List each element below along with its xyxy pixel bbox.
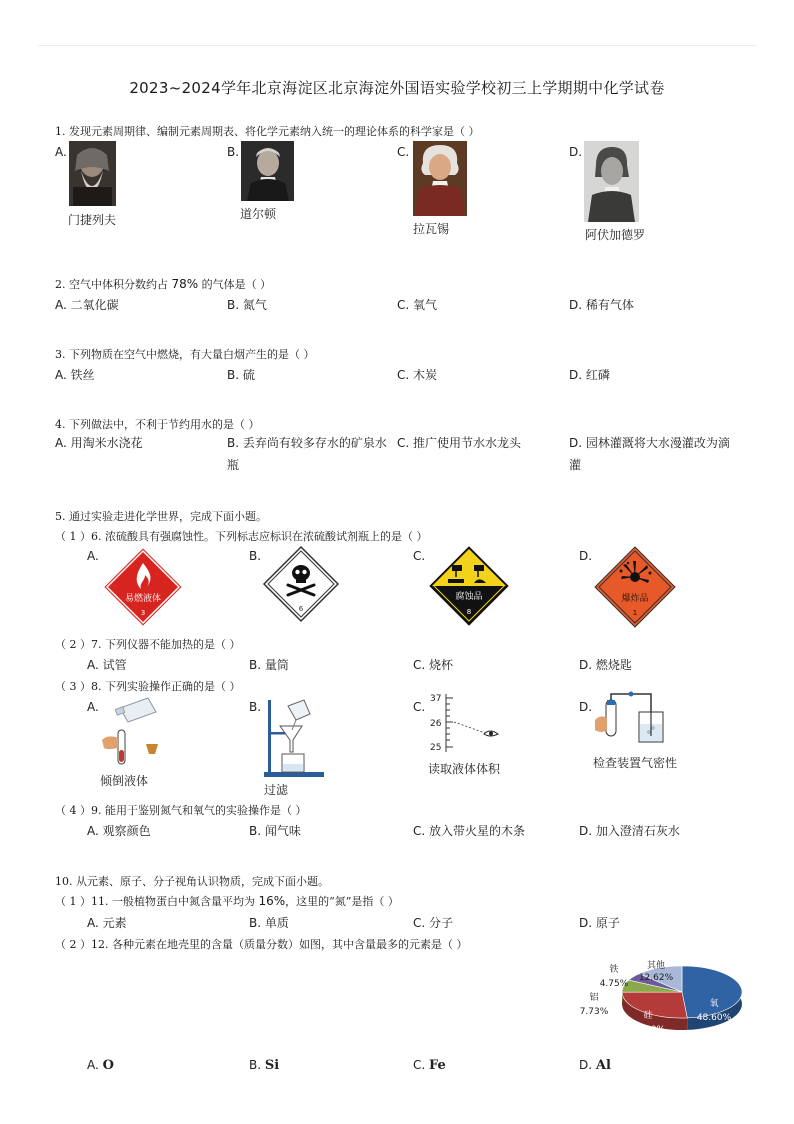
- q6-sign-c-label: 腐蚀品: [455, 592, 483, 602]
- pie-slice-label: 铁: [609, 965, 619, 975]
- q8-option-d-airtightness-illustration: [591, 690, 667, 752]
- test-tube-icon: [118, 730, 125, 764]
- q11-stem-percent: 16%: [258, 894, 286, 908]
- q1-option-a-portrait: [69, 141, 116, 206]
- q11-option-c[interactable]: C. 分子: [413, 916, 454, 930]
- question-3-stem: 3. 下列物质在空气中燃烧，有大量白烟产生的是（ ）: [55, 348, 315, 361]
- q12-option-c[interactable]: [413, 1058, 446, 1073]
- q6-sign-a-label: 易燃液体: [124, 594, 162, 604]
- q8-option-a-letter[interactable]: A.: [87, 700, 99, 714]
- q7-option-d[interactable]: D. 燃烧匙: [579, 658, 632, 672]
- q12-option-b-symbol: Si: [264, 1058, 280, 1073]
- pie-slice-value: 12.62%: [638, 973, 674, 983]
- pie-slice-label: 氧: [709, 999, 719, 1009]
- q8-option-d-letter[interactable]: D.: [579, 700, 593, 714]
- page-title: 2023~2024学年北京海淀区北京海淀外国语实验学校初三上学期期中化学试卷: [129, 79, 665, 97]
- q8-option-a-pouring-illustration: [98, 694, 168, 770]
- q1-option-b-letter[interactable]: B.: [227, 145, 240, 159]
- q8-option-a-caption: 倾倒液体: [100, 774, 149, 788]
- q3-option-d[interactable]: D. 红磷: [569, 368, 610, 382]
- q11-option-a[interactable]: A. 元素: [87, 916, 127, 930]
- q2-option-d[interactable]: D. 稀有气体: [569, 298, 634, 312]
- q9-option-c[interactable]: C. 放入带火星的木条: [413, 824, 526, 838]
- q12-option-d-symbol: Al: [595, 1058, 611, 1073]
- pie-slice-value: 26.30%: [630, 1025, 666, 1035]
- q6-option-c-corrosive-sign: [428, 545, 510, 627]
- q8-option-b-letter[interactable]: B.: [249, 700, 262, 714]
- q1-option-c-portrait: [413, 141, 467, 216]
- question-11-stem: [55, 893, 399, 909]
- question-6-stem: （ 1 ）6. 浓硫酸具有强腐蚀性。下列标志应标识在浓硫酸试剂瓶上的是（ ）: [55, 530, 428, 543]
- q12-option-b[interactable]: [249, 1058, 279, 1073]
- q7-option-a[interactable]: A. 试管: [87, 658, 127, 672]
- q1-option-c-caption: 拉瓦锡: [413, 222, 450, 236]
- q1-option-d-portrait: [584, 141, 639, 222]
- q6-option-d-explosive-sign: [593, 545, 677, 629]
- q12-option-c-symbol: Fe: [429, 1058, 446, 1073]
- q12-option-a-letter: A.: [87, 1058, 99, 1072]
- q2-stem-percent: 78%: [171, 277, 199, 291]
- q6-option-b-letter[interactable]: B.: [249, 549, 262, 563]
- q8-option-b-filtration-illustration: [262, 694, 328, 780]
- question-12-stem: （ 2 ）12. 各种元素在地壳里的含量（质量分数）如图，其中含量最多的元素是（ ）: [55, 938, 468, 951]
- beaker-pouring-icon: [288, 700, 310, 720]
- q4-option-c[interactable]: C. 推广使用节水水龙头: [397, 436, 522, 450]
- pie-slice-label: 硅: [643, 1011, 653, 1021]
- pie-slice-label: 其他: [646, 961, 666, 971]
- question-1-stem: 1. 发现元素周期律、编制元素周期表、将化学元素纳入统一的理论体系的科学家是（ ）: [55, 125, 480, 138]
- q8-option-c-caption: 读取液体体积: [428, 762, 501, 776]
- q12-option-a-symbol: O: [102, 1058, 114, 1073]
- q8-option-b-caption: 过滤: [264, 783, 289, 797]
- q1-option-d-caption: 阿伏加德罗: [585, 228, 646, 242]
- q8-scale-mid: 26: [430, 719, 442, 729]
- funnel-icon: [280, 726, 302, 752]
- q6-sign-d-label: 爆炸品: [621, 594, 649, 604]
- q6-sign-c-number: 8: [466, 608, 472, 616]
- q6-option-a-letter[interactable]: A.: [87, 549, 99, 563]
- q1-option-b-caption: 道尔顿: [240, 207, 277, 221]
- crust-element-pie-chart: [574, 948, 750, 1056]
- q8-scale-bottom: 25: [430, 743, 442, 753]
- q6-option-b-toxic-sign: [262, 545, 340, 623]
- q8-option-d-caption: 检查装置气密性: [593, 756, 678, 770]
- q6-option-c-letter[interactable]: C.: [413, 549, 426, 563]
- beaker-icon: [282, 754, 304, 772]
- q1-option-a-letter[interactable]: A.: [55, 145, 67, 159]
- reagent-bottle-icon: [115, 698, 156, 722]
- q1-option-a-caption: 门捷列夫: [68, 213, 117, 227]
- q6-sign-b-number: 6: [298, 605, 304, 613]
- q6-sign-a-number: 3: [140, 609, 146, 617]
- q9-option-b[interactable]: B. 闻气味: [249, 824, 301, 838]
- q11-stem-post: ，这里的“氮”是指（ ）: [285, 895, 399, 908]
- q12-option-d-letter: D.: [579, 1058, 593, 1072]
- q4-option-b[interactable]: B. 丢弃尚有较多存水的矿泉水瓶: [227, 436, 387, 472]
- q2-option-b[interactable]: B. 氮气: [227, 298, 267, 312]
- header-divider: [38, 45, 756, 46]
- pie-slice-value: 7.73%: [579, 1007, 609, 1017]
- q1-option-d-letter[interactable]: D.: [569, 145, 583, 159]
- stopper-icon: [146, 744, 158, 754]
- pie-slice-value: 4.75%: [599, 979, 629, 989]
- q4-option-d[interactable]: D. 园林灌溉将大水漫灌改为滴灌: [569, 436, 730, 472]
- q3-option-b[interactable]: B. 硫: [227, 368, 255, 382]
- q9-option-d[interactable]: D. 加入澄清石灰水: [579, 824, 680, 838]
- q6-option-d-letter[interactable]: D.: [579, 549, 593, 563]
- q11-stem-pre: （ 1 ）11. 一般植物蛋白中氮含量平均为: [55, 895, 259, 908]
- pie-slice-label: 铝: [589, 993, 599, 1003]
- q12-option-a[interactable]: [87, 1058, 114, 1073]
- q7-option-b[interactable]: B. 量筒: [249, 658, 289, 672]
- eye-icon: [484, 731, 498, 736]
- question-7-stem: （ 2 ）7. 下列仪器不能加热的是（ ）: [55, 638, 241, 651]
- q12-option-c-letter: C.: [413, 1058, 426, 1072]
- beaker-icon: [639, 712, 663, 742]
- q6-sign-d-number: 1: [632, 609, 638, 617]
- question-2-stem: [55, 276, 271, 292]
- q8-option-c-letter[interactable]: C.: [413, 700, 426, 714]
- measuring-cylinder-icon: [446, 694, 453, 752]
- q7-option-c[interactable]: C. 烧杯: [413, 658, 454, 672]
- q2-option-c[interactable]: C. 氧气: [397, 298, 438, 312]
- question-8-stem: （ 3 ）8. 下列实验操作正确的是（ ）: [55, 680, 241, 693]
- q8-option-c-cylinder-reading-illustration: [426, 692, 502, 754]
- q8-scale-top: 37: [430, 694, 442, 704]
- q11-option-b[interactable]: B. 单质: [249, 916, 289, 930]
- q11-option-d[interactable]: D. 原子: [579, 916, 620, 930]
- q4-option-a[interactable]: A. 用淘米水浇花: [55, 436, 143, 450]
- q1-option-b-portrait: [241, 141, 294, 201]
- q3-option-a[interactable]: A. 铁丝: [55, 368, 95, 382]
- test-tube-icon: [606, 700, 616, 736]
- question-4-stem: 4. 下列做法中，不利于节约用水的是（ ）: [55, 418, 260, 431]
- q1-option-c-letter[interactable]: C.: [397, 145, 410, 159]
- pie-slice-value: 48.60%: [696, 1013, 732, 1023]
- q12-option-d[interactable]: [579, 1058, 611, 1073]
- question-10-stem: 10. 从元素、原子、分子视角认识物质，完成下面小题。: [55, 875, 329, 888]
- q2-option-a[interactable]: A. 二氧化碳: [55, 298, 119, 312]
- q9-option-a[interactable]: A. 观察颜色: [87, 824, 151, 838]
- q3-option-c[interactable]: C. 木炭: [397, 368, 438, 382]
- q6-option-a-flammable-sign: [101, 545, 185, 629]
- question-5-stem: 5. 通过实验走进化学世界，完成下面小题。: [55, 510, 267, 523]
- question-9-stem: （ 4 ）9. 能用于鉴别氮气和氧气的实验操作是（ ）: [55, 804, 307, 817]
- q2-stem-pre: 2. 空气中体积分数约占: [55, 278, 172, 291]
- q12-option-b-letter: B.: [249, 1058, 262, 1072]
- q2-stem-post: 的气体是（ ）: [198, 278, 272, 291]
